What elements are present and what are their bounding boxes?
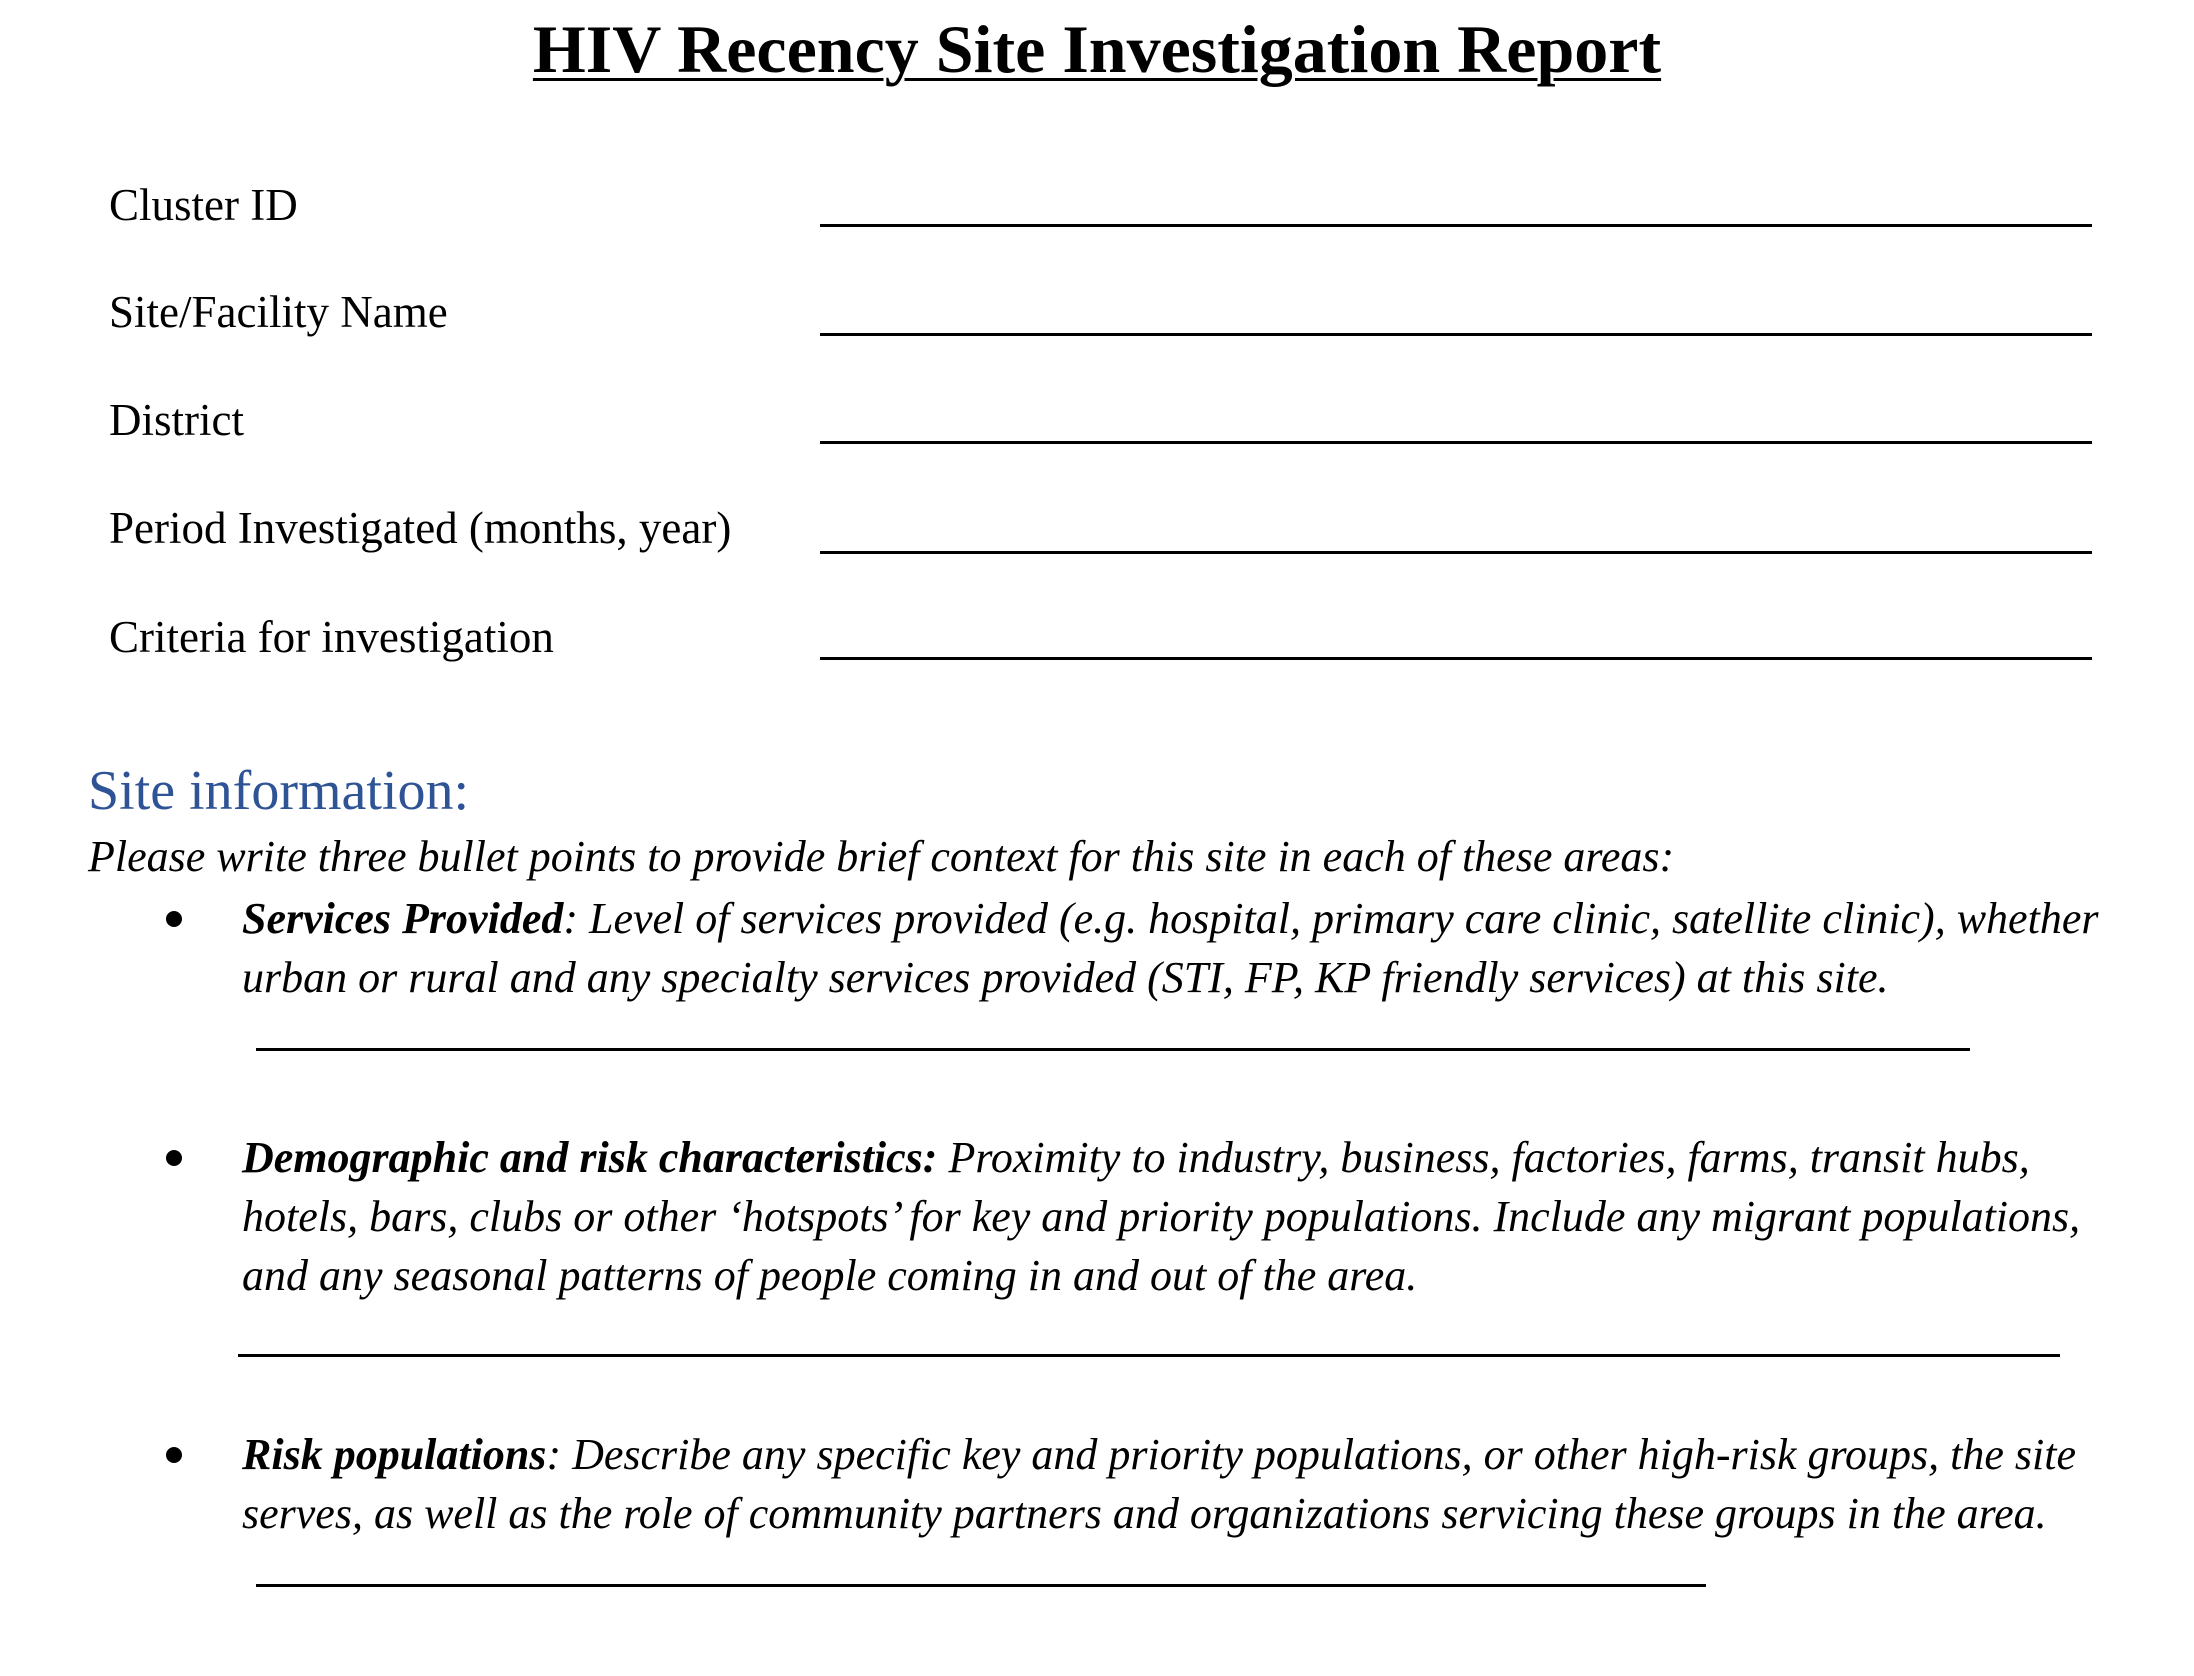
page-title-text: HIV Recency Site Investigation Report [532,11,1662,87]
section-heading-site-information: Site information: [88,760,470,822]
field-label-district: District [109,395,244,445]
field-label-period-investigated: Period Investigated (months, year) [109,503,732,553]
site-facility-name-field[interactable] [820,333,2092,336]
services-provided-answer-line[interactable] [256,1048,1970,1051]
bullet-icon [166,911,182,927]
field-label-criteria: Criteria for investigation [109,612,554,662]
bullet-demographic-risk [242,1128,2102,1305]
bullet-icon [166,1150,182,1166]
bullet-lead: Services Provided [242,894,564,943]
field-label-site-facility-name: Site/Facility Name [109,287,448,337]
bullet-icon [166,1447,182,1463]
criteria-field[interactable] [820,657,2092,660]
demographic-risk-answer-line[interactable] [238,1354,2060,1357]
bullet-services-provided [242,889,2102,1066]
field-label-cluster-id: Cluster ID [109,180,298,230]
bullet-body: : Describe any specific key and priority populations, or other high-risk groups, the site serves, as well as the role of community partners and organizations servicing these groups in the area. [242,1430,2077,1538]
period-investigated-field[interactable] [820,551,2092,554]
bullet-lead: Risk populations [242,1430,547,1479]
cluster-id-field[interactable] [820,224,2092,227]
bullet-body: : Level of services provided (e.g. hospital, primary care clinic, satellite clinic), whether urban or rural and any specialty services provided (STI, FP, KP friendly services) at this site. [242,894,2099,1002]
bullet-body: Proximity to industry, business, factories, farms, transit hubs, hotels, bars, clubs or other ‘hotspots’ for key and priority populations. Include any migrant populations, and any seasonal patterns of people coming in and out of the area. [242,1133,2081,1300]
page-title [0,4,2194,94]
risk-populations-answer-line[interactable] [256,1584,1706,1587]
bullet-lead: Demographic and risk characteristics: [242,1133,938,1182]
bullet-risk-populations [242,1425,2102,1602]
section-intro: Please write three bullet points to provide brief context for this site in each of these areas: [88,832,1675,881]
district-field[interactable] [820,441,2092,444]
